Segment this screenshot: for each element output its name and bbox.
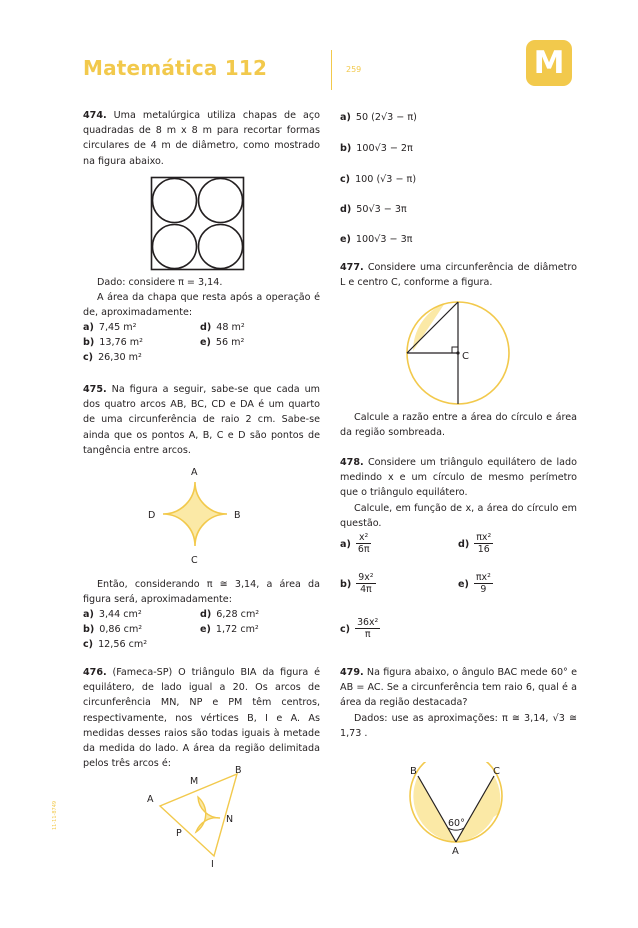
question-number: 478. [340,457,364,468]
option-476-c[interactable]: c) 100 (√3 − π) [340,174,417,185]
header-divider [331,50,332,90]
option-475-a[interactable]: a) 3,44 cm² [83,609,142,620]
option-478-a[interactable]: a) $\frac{\text{x²}}{6\pi}$ [340,532,370,555]
circle-bottom-left [153,225,197,269]
option-478-b[interactable]: b) $\frac{\text{9x²}}{4\pi}$ [340,572,374,595]
question-prompt: Então, considerando π ≅ 3,14, a área da figura será, aproximadamente: [83,579,320,606]
circle-top-left [153,179,197,223]
question-text: Considere um triângulo equilátero de lado medindo x e um círculo de mesmo perímetro que o triângulo equilátero. [340,457,577,499]
option-474-d[interactable]: d) 48 m² [200,322,245,333]
question-477 [340,260,577,290]
option-474-e[interactable]: e) 56 m² [200,337,245,348]
question-text: Considere uma circunferência de diâmetro L e centro C, conforme a figura. [340,262,577,289]
option-475-d[interactable]: d) 6,28 cm² [200,609,260,620]
label-b: B [410,766,417,777]
label-b: B [235,765,242,776]
option-474-b[interactable]: b) 13,76 m² [83,337,143,348]
astroid-shape [163,482,227,546]
question-479 [340,665,577,741]
center-point [456,351,459,354]
label-c: C [191,555,198,566]
label-a: A [147,794,154,805]
triangle-arcs-figure [140,762,260,872]
shaded-left-segment [413,776,456,842]
question-text: Na figura abaixo, o ângulo BAC mede 60° e AB = AC. Se a circunferência tem raio 6, qual é a área da região destacada? [340,667,577,709]
question-475-body [83,577,320,607]
label-p: P [176,828,182,839]
label-b: B [234,510,241,521]
option-476-e[interactable]: e) 100√3 − 3π [340,234,413,245]
option-476-a[interactable]: a) 50 (2√3 − π) [340,112,417,123]
option-476-d[interactable]: d) 50√3 − 3π [340,204,407,215]
question-476 [83,665,320,771]
option-475-c[interactable]: c) 12,56 cm² [83,639,148,650]
side-code: 11-11-8749 [52,800,58,830]
label-c: C [462,351,469,362]
question-prompt: A área da chapa que resta após a operação é de, aproximadamente: [83,292,320,319]
label-i: I [211,859,214,870]
option-474-c[interactable]: c) 26,30 m² [83,352,142,363]
question-text: Uma metalúrgica utiliza chapas de aço quadradas de 8 m x 8 m para recortar formas circulares de 4 m de diâmetro, como mostrado na figura abaixo. [83,110,320,167]
circle-top-right [199,179,243,223]
question-number: 474. [83,110,107,121]
question-477-body [340,410,577,440]
question-number: 476. [83,667,107,678]
label-a: A [191,467,198,478]
circle-diameter-figure [400,297,530,412]
question-475 [83,382,320,458]
question-474 [83,108,320,169]
page-number: 259 [346,65,362,74]
label-n: N [226,814,234,825]
option-475-b[interactable]: b) 0,86 cm² [83,624,143,635]
page-title: Matemática 112 [83,56,268,80]
given-data: Dado: considere π = 3,14. [97,277,223,288]
option-476-b[interactable]: b) 100√3 − 2π [340,143,413,154]
question-474-body [83,275,320,321]
inscribed-angle-figure [398,762,523,857]
option-478-c[interactable]: c) $\frac{\text{36x²}}{\pi}$ [340,617,379,640]
label-m: M [190,776,199,787]
option-478-e[interactable]: e) $\frac{\text{πx²}}{9}$ [458,572,491,595]
shaded-region [196,797,220,832]
option-474-a[interactable]: a) 7,45 m² [83,322,137,333]
angle-label: 60° [448,818,465,829]
question-478 [340,455,577,531]
label-d: D [148,510,156,521]
label-c: C [493,766,500,777]
question-prompt: Calcule, em função de x, a área do círculo em questão. [340,502,577,529]
option-475-e[interactable]: e) 1,72 cm² [200,624,259,635]
subject-logo: M [526,40,572,86]
question-number: 479. [340,667,364,678]
option-478-d[interactable]: d) $\frac{\text{πx²}}{16}$ [458,532,492,555]
label-a: A [452,846,459,857]
question-text: Na figura a seguir, sabe-se que cada um dos quatro arcos AB, BC, CD e DA é um quarto de uma circunferência de raio 2 cm. Sabe-se ainda que os pontos A, B, C e D são pontos de tangência entre arcos. [83,384,320,456]
question-prompt: Calcule a razão entre a área do círculo e área da região sombreada. [340,412,577,439]
question-text: (Fameca-SP) O triângulo BIA da figura é equilátero, de lado igual a 20. Os arcos de circunferência MN, NP e PM têm centros, respectivamente, nos vértices B, I e A. As medidas desses raios são todas iguais à metade da medida do lado. A área da região delimitada pelos três arcos é: [83,667,320,770]
given-data: Dados: use as aproximações: π ≅ 3,14, √3 ≅ 1,73 . [340,712,577,739]
circles-in-square-figure [150,176,245,271]
four-arcs-figure [140,462,255,570]
question-number: 477. [340,262,364,273]
steel-sheet [152,178,244,270]
question-number: 475. [83,384,107,395]
circle-bottom-right [199,225,243,269]
